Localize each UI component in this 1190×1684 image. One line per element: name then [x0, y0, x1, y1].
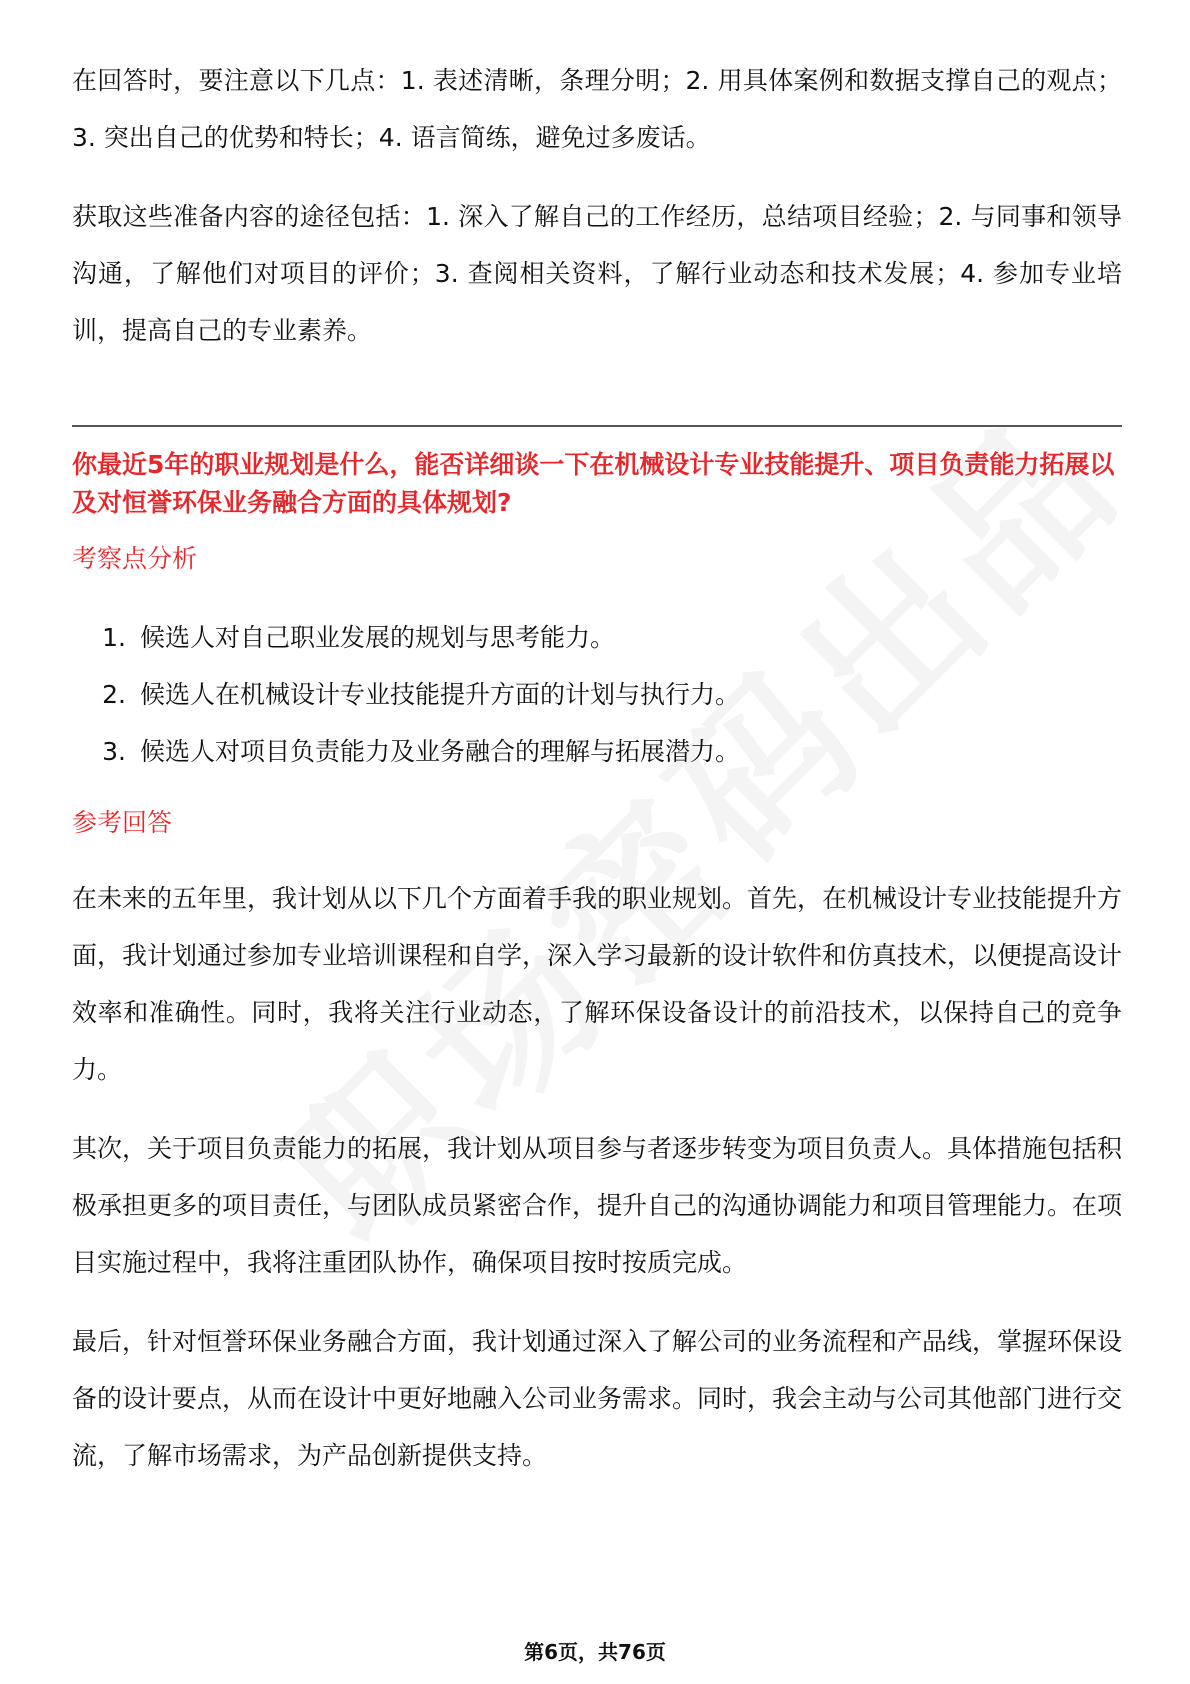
intro-paragraph-2: 获取这些准备内容的途径包括：1. 深入了解自己的工作经历，总结项目经验；2. 与同事和领导沟通，了解他们对项目的评价；3. 查阅相关资料，了解行业动态和技术发展；4. 参加专业培训，提高自己的专业素养。: [72, 202, 1122, 345]
answer-paragraph-2: 其次，关于项目负责能力的拓展，我计划从项目参与者逐步转变为项目负责人。具体措施包括积极承担更多的项目责任，与团队成员紧密合作，提升自己的沟通协调能力和项目管理能力。在项目实施过程中，我将注重团队协作，确保项目按时按质完成。: [72, 1134, 1123, 1277]
list-item-text: 候选人对自己职业发展的规划与思考能力。: [140, 623, 616, 652]
list-item-number: 3.: [102, 737, 126, 766]
list-item: [72, 666, 1122, 723]
list-item-number: 1.: [102, 623, 126, 652]
answer-paragraph-3: 最后，针对恒誉环保业务融合方面，我计划通过深入了解公司的业务流程和产品线，掌握环保设备的设计要点，从而在设计中更好地融入公司业务需求。同时，我会主动与公司其他部门进行交流，了解市场需求，为产品创新提供支持。: [72, 1327, 1123, 1470]
question-title: 你最近5年的职业规划是什么，能否详细谈一下在机械设计专业技能提升、项目负责能力拓展以及对恒誉环保业务融合方面的具体规划?: [72, 450, 1115, 517]
analysis-list: [72, 609, 1122, 780]
list-item-text: 候选人在机械设计专业技能提升方面的计划与执行力。: [140, 680, 741, 709]
answer-section: [72, 870, 1122, 1484]
intro-paragraph-1: 在回答时，要注意以下几点：1. 表述清晰，条理分明；2. 用具体案例和数据支撑自己的观点；3. 突出自己的优势和特长；4. 语言简练，避免过多废话。: [72, 66, 1122, 152]
list-item-number: 2.: [102, 680, 126, 709]
answer-paragraph-1: 在未来的五年里，我计划从以下几个方面着手我的职业规划。首先，在机械设计专业技能提升方面，我计划通过参加专业培训课程和自学，深入学习最新的设计软件和仿真技术，以便提高设计效率和准确性。同时，我将关注行业动态，了解环保设备设计的前沿技术，以保持自己的竞争力。: [72, 884, 1123, 1084]
list-item: [72, 609, 1122, 666]
section-divider: [72, 425, 1122, 427]
page-footer: 第6页，共76页: [524, 1640, 666, 1664]
list-item-text: 候选人对项目负责能力及业务融合的理解与拓展潜力。: [140, 737, 741, 766]
intro-section: [72, 52, 1122, 359]
analysis-heading: 考察点分析: [72, 544, 198, 573]
answer-heading: 参考回答: [72, 808, 173, 837]
list-item: [72, 723, 1122, 780]
